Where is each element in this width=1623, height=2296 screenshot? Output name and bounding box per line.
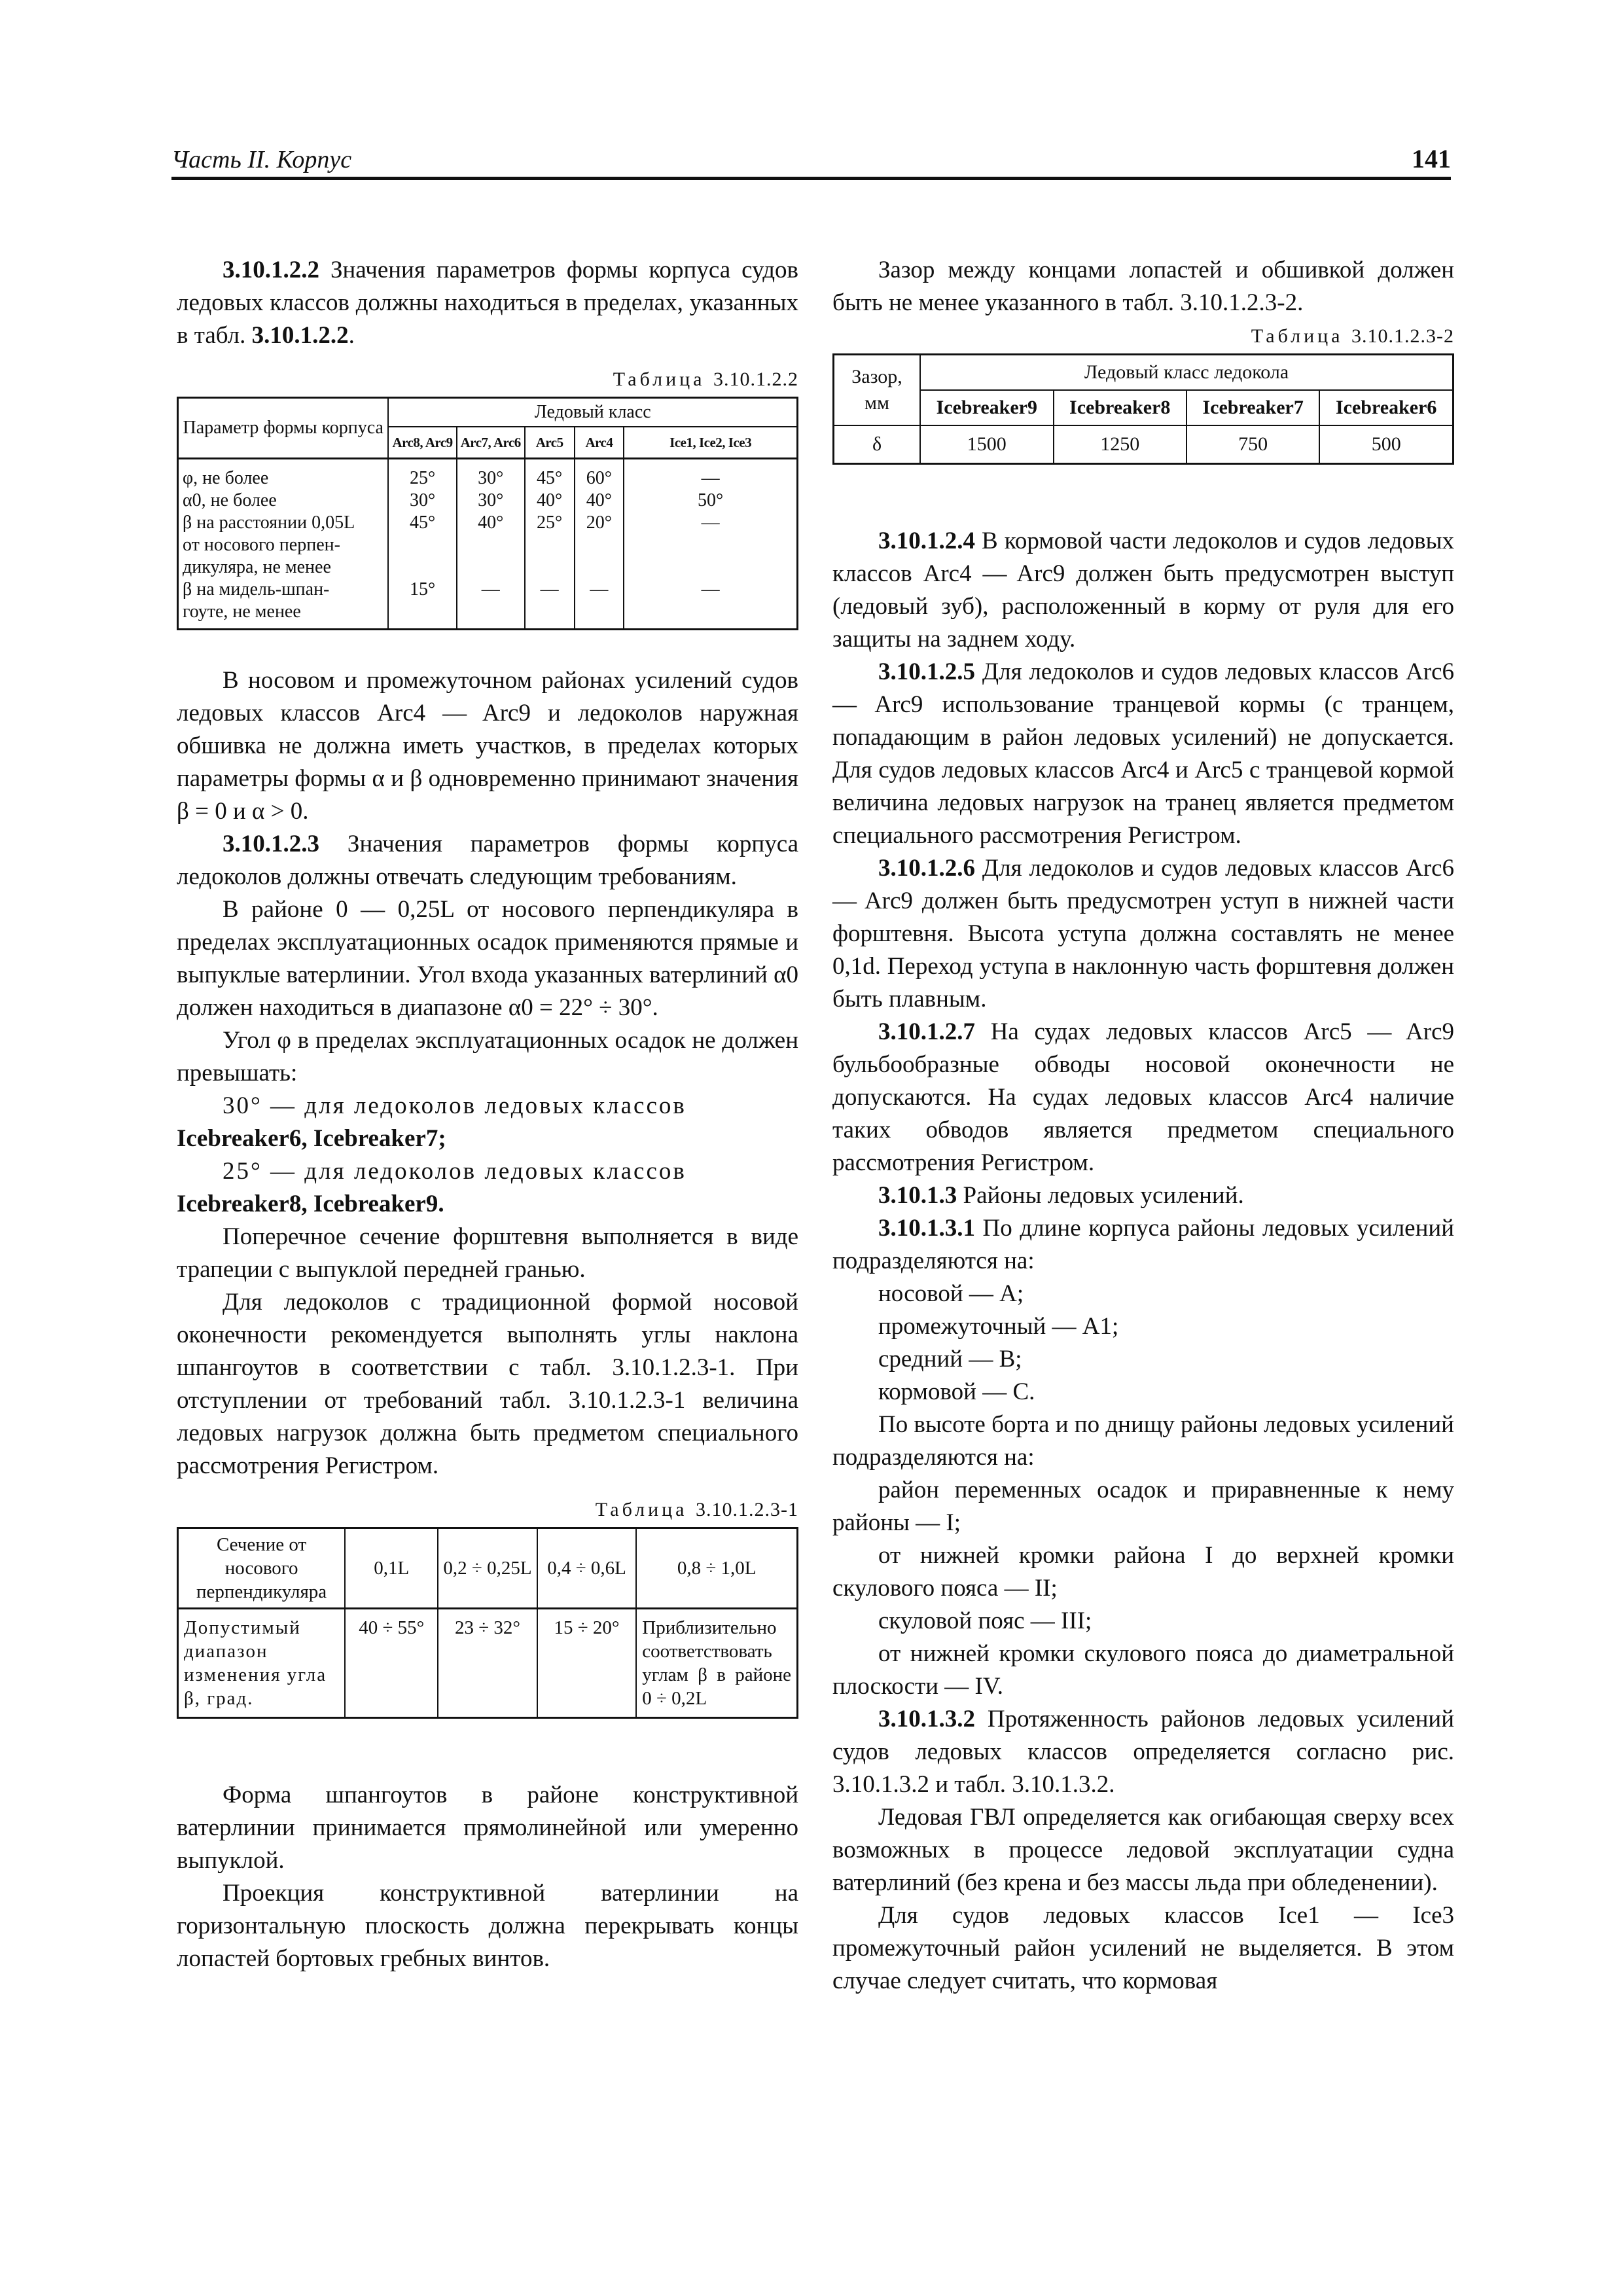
paragraph: Поперечное сечение форштевня выполняется в виде трапеции с выпуклой передней гранью. — [177, 1223, 798, 1283]
hull-form-table — [177, 397, 798, 630]
paragraph: По высоте борта и по днищу районы ледовых усилений подразделяются на: — [832, 1411, 1454, 1471]
list-item: кормовой — C. — [878, 1378, 1035, 1405]
paragraph: 30° — для ледоколов ледовых классов — [223, 1092, 687, 1119]
table-header-group: Ледовый класс ледокола — [920, 355, 1453, 391]
table-subheader: Ice1, Ice2, Ice3 — [624, 427, 797, 459]
table-caption: Таблица 3.10.1.2.2 — [613, 368, 798, 390]
table-caption: Таблица 3.10.1.2.3-1 — [595, 1499, 798, 1520]
value-column: 60° 40° 20° — — [575, 459, 624, 630]
paragraph-3-10-1-2-5: 3.10.1.2.5 Для ледоколов и судов ледовых классов Arc6 — Arc9 использование транцевой кормы (с транцем, попадающим в район ледовых усилений) не допускается. Для судов ледовых классов Arc4 и Arc5 с транцевой кормой величина ледовых нагрузок на транец является предметом специального рассмотрения Регистром. — [832, 658, 1454, 849]
paragraph: от нижней кромки скулового пояса до диаметральной плоскости — IV. — [832, 1640, 1454, 1700]
table-header-param: Параметр формы корпуса — [178, 398, 389, 459]
table-cell: 500 — [1319, 425, 1453, 464]
right-column — [832, 254, 1454, 1998]
header-title: Часть II. Корпус — [171, 146, 352, 173]
paragraph-3-10-1-3-2: 3.10.1.3.2 Протяженность районов ледовых усилений судов ледовых классов определяется согласно рис. 3.10.1.3.2 и табл. 3.10.1.3.2. — [832, 1706, 1454, 1798]
table-subheader: Icebreaker8 — [1054, 390, 1186, 425]
paragraph: Форма шпангоутов в районе конструктивной ватерлинии принимается прямолинейной или умеренно выпуклой. — [177, 1782, 798, 1874]
table-header-class: Ледовый класс — [388, 398, 797, 427]
paragraph: район переменных осадок и приравненные к нему районы — I; — [832, 1477, 1454, 1536]
table-header: 0,2 ÷ 0,25L — [438, 1528, 537, 1609]
table-subheader: Arc7, Arc6 — [457, 427, 525, 459]
paragraph-3-10-1-2-7: 3.10.1.2.7 На судах ледовых классов Arc5 — Arc9 бульбообразные обводы носовой оконечности не допускаются. На судах ледовых классов Arc4 наличие таких обводов является предметом специального рассмотрения Регистром. — [832, 1018, 1454, 1176]
page-number: 141 — [1412, 144, 1451, 173]
paragraph: Для судов ледовых классов Ice1 — Ice3 промежуточный район усилений не выделяется. В этом случае следует считать, что кормовая — [832, 1902, 1454, 1994]
table-subheader: Icebreaker7 — [1186, 390, 1319, 425]
paragraph: Icebreaker6, Icebreaker7; — [177, 1125, 446, 1152]
list-item: носовой — A; — [878, 1280, 1024, 1307]
table-cell: 40 ÷ 55° — [345, 1609, 438, 1718]
table-row — [178, 1609, 798, 1718]
paragraph-3-10-1-3-1: 3.10.1.3.1 По длине корпуса районы ледовых усилений подразделяются на: — [832, 1215, 1454, 1274]
paragraph: Зазор между концами лопастей и обшивкой должен быть не менее указанного в табл. 3.10.1.2.3-2. — [832, 257, 1454, 316]
table-header: 0,4 ÷ 0,6L — [537, 1528, 637, 1609]
table-cell: Приблизительно соответствовать углам β в районе 0 ÷ 0,2L — [636, 1609, 797, 1718]
paragraph-3-10-1-2-2: 3.10.1.2.2 Значения параметров формы корпуса судов ледовых классов должны находиться в пределах, указанных в табл. 3.10.1.2.2. — [177, 257, 798, 349]
paragraph: 25° — для ледоколов ледовых классов — [223, 1158, 687, 1185]
value-column: 25° 30° 45° 15° — [388, 459, 456, 630]
paragraph-3-10-1-2-3: 3.10.1.2.3 Значения параметров формы корпуса ледоколов должны отвечать следующим требованиям. — [177, 831, 798, 890]
table-header: 0,8 ÷ 1,0L — [636, 1528, 797, 1609]
value-column: 45° 40° 25° — — [525, 459, 575, 630]
clearance-table — [832, 353, 1454, 465]
paragraph: Icebreaker8, Icebreaker9. — [177, 1191, 444, 1217]
running-header — [171, 143, 1451, 178]
paragraph: В носовом и промежуточном районах усилений судов ледовых классов Arc4 — Arc9 и ледоколов наружная обшивка не должна иметь участков, в пределах которых параметры формы α и β одновременно принимают значения β = 0 и α > 0. — [177, 667, 798, 825]
paragraph-3-10-1-2-6: 3.10.1.2.6 Для ледоколов и судов ледовых классов Arc6 — Arc9 должен быть предусмотрен уступ в нижней части форштевня. Высота уступа должна составлять не менее 0,1d. Переход уступа в наклонную часть форштевня должен быть плавным. — [832, 855, 1454, 1013]
paragraph-3-10-1-3: 3.10.1.3 Районы ледовых усилений. — [878, 1182, 1244, 1209]
paragraph: Для ледоколов с традиционной формой носовой оконечности рекомендуется выполнять углы наклона шпангоутов в соответствии с табл. 3.10.1.2.3-1. При отступлении от требований табл. 3.10.1.2.3-1 величина ледовых нагрузок должна быть предметом специального рассмотрения Регистром. — [177, 1289, 798, 1479]
table-cell: δ — [834, 425, 921, 464]
header-rule — [171, 177, 1451, 180]
frame-angle-table — [177, 1527, 798, 1719]
paragraph: Угол φ в пределах эксплуатационных осадок не должен превышать: — [177, 1027, 798, 1086]
table-caption: Таблица 3.10.1.2.3-2 — [1251, 325, 1454, 347]
value-column: 30° 30° 40° — — [457, 459, 525, 630]
table-row — [834, 425, 1454, 464]
list-item: промежуточный — A1; — [878, 1313, 1119, 1340]
table-cell: 23 ÷ 32° — [438, 1609, 537, 1718]
table-subheader: Icebreaker9 — [920, 390, 1053, 425]
paragraph: В районе 0 — 0,25L от носового перпендикуляра в пределах эксплуатационных осадок применяются прямые и выпуклые ватерлинии. Угол входа указанных ватерлиний α0 должен находиться в диапазоне α0 = 22° ÷ 30°. — [177, 896, 798, 1021]
table-cell: 1250 — [1054, 425, 1186, 464]
table-cell: Допустимый диапазон изменения угла β, град. — [178, 1609, 346, 1718]
param-cell: φ, не более α0, не более β на расстоянии 0,05L от носового перпен- дикуляра, не менее β на мидель-шпан- гоуте, не менее — [178, 459, 389, 630]
value-column: — 50° — — — [624, 459, 797, 630]
table-header: 0,1L — [345, 1528, 438, 1609]
paragraph-3-10-1-2-4: 3.10.1.2.4 В кормовой части ледоколов и судов ледовых классов Arc4 — Arc9 должен быть предусмотрен выступ (ледовый зуб), расположенный в корму от руля для его защиты на заднем ходу. — [832, 528, 1454, 653]
table-subheader: Arc4 — [575, 427, 624, 459]
left-column — [177, 254, 798, 1975]
paragraph: Проекция конструктивной ватерлинии на горизонтальную плоскость должна перекрывать концы лопастей бортовых гребных винтов. — [177, 1880, 798, 1972]
paragraph: скуловой пояс — III; — [878, 1607, 1092, 1634]
paragraph: от нижней кромки района I до верхней кромки скулового пояса — II; — [832, 1542, 1454, 1602]
list-item: средний — B; — [878, 1346, 1022, 1372]
paragraph: Ледовая ГВЛ определяется как огибающая сверху всех возможных в процессе ледовой эксплуатации судна ватерлиний (без крена и без массы льда при обледенении). — [832, 1804, 1454, 1896]
table-subheader: Icebreaker6 — [1319, 390, 1453, 425]
table-subheader: Arc5 — [525, 427, 575, 459]
table-subheader: Arc8, Arc9 — [388, 427, 456, 459]
table-header: Сечение от носового перпендикуляра — [178, 1528, 346, 1609]
table-cell: 750 — [1186, 425, 1319, 464]
table-row — [178, 459, 798, 630]
table-cell: 1500 — [920, 425, 1053, 464]
table-header: Зазор, мм — [834, 355, 921, 426]
table-cell: 15 ÷ 20° — [537, 1609, 637, 1718]
